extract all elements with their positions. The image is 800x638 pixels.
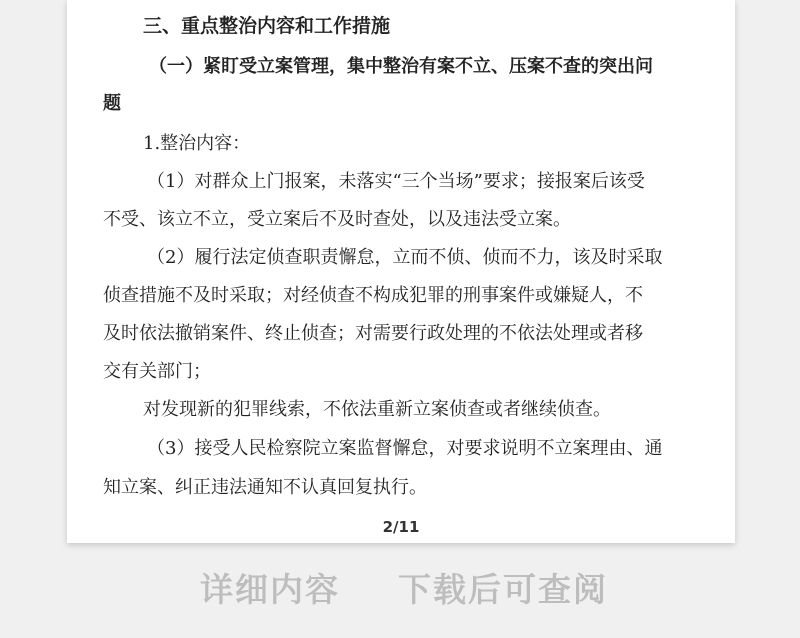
subsection-heading-line-2: 题: [103, 93, 121, 114]
footer-detail-label: 详细内容: [200, 570, 340, 609]
footer-banner: [0, 560, 800, 610]
section-heading: 三、重点整治内容和工作措施: [143, 15, 391, 37]
paragraph-line: 不受、该立不立，受立案后不及时查处，以及违法受立案。: [103, 209, 571, 230]
paragraph-line: （2）履行法定侦查职责懈怠，立而不侦、侦而不力，该及时采取: [147, 247, 663, 268]
footer-download-label: 下载后可查阅: [398, 570, 608, 609]
document-page: [67, 0, 735, 543]
paragraph-line: 侦查措施不及时采取；对经侦查不构成犯罪的刑事案件或嫌疑人，不: [103, 285, 643, 306]
paragraph-line: 对发现新的犯罪线索，不依法重新立案侦查或者继续侦查。: [143, 399, 611, 420]
paragraph-line: 及时依法撤销案件、终止侦查；对需要行政处理的不依法处理或者移: [103, 323, 643, 344]
paragraph-line: 交有关部门；: [103, 361, 211, 382]
subsection-heading-line-1: （一）紧盯受立案管理，集中整治有案不立、压案不查的突出问: [149, 56, 653, 77]
page-number: 2/11: [382, 518, 420, 536]
paragraph-line: （1）对群众上门报案，未落实“三个当场”要求；接报案后该受: [147, 171, 645, 192]
list-heading: 1.整治内容：: [143, 133, 251, 154]
paragraph-line: 知立案、纠正违法通知不认真回复执行。: [103, 477, 427, 498]
paragraph-line: （3）接受人民检察院立案监督懈怠，对要求说明不立案理由、通: [147, 438, 663, 459]
